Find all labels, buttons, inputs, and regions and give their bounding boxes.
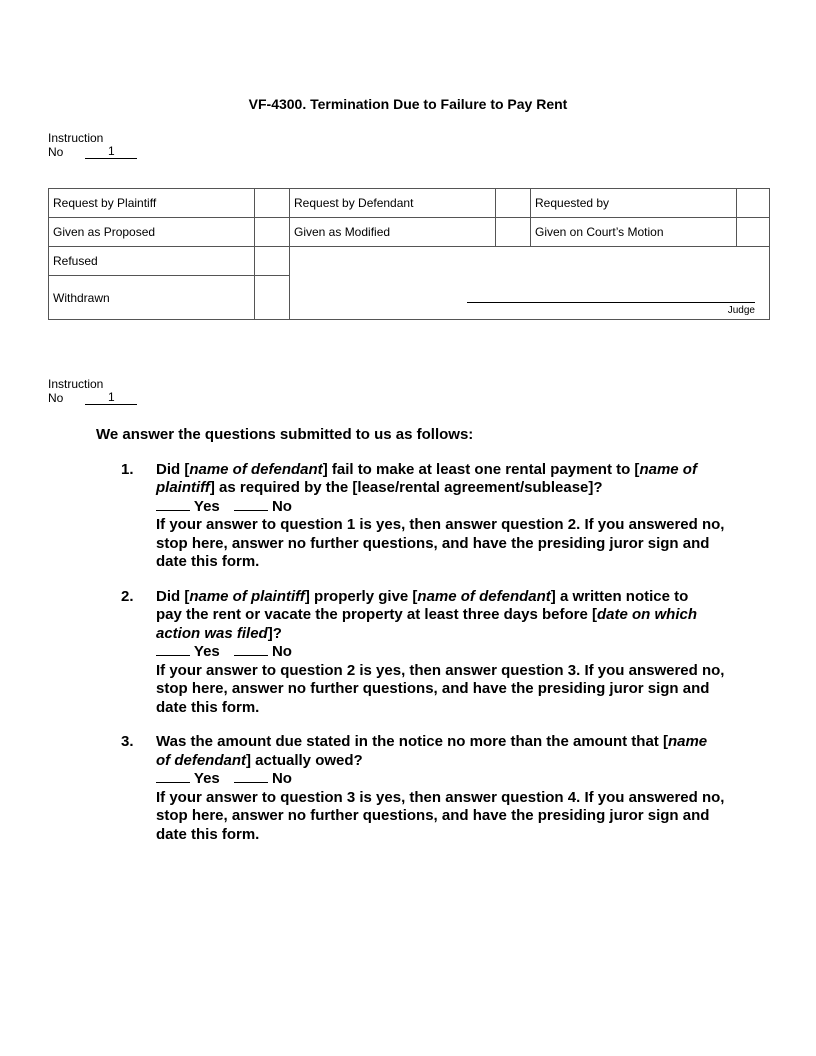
question-2 bbox=[96, 588, 736, 718]
yes-no-answer bbox=[156, 498, 736, 517]
yes-label: Yes bbox=[193, 770, 220, 787]
yes-no-answer bbox=[156, 770, 736, 789]
given-as-modified-checkbox[interactable] bbox=[496, 218, 531, 247]
judge-signature-line[interactable] bbox=[467, 302, 755, 303]
question-text: Was the amount due stated in the notice no more than the amount that [name of defendant] actually owed? bbox=[156, 733, 708, 769]
form-title: VF-4300. Termination Due to Failure to Pay Rent bbox=[248, 96, 568, 112]
requested-by-checkbox[interactable] bbox=[737, 189, 770, 218]
instruction-no-label: No bbox=[48, 391, 64, 405]
withdrawn-label: Withdrawn bbox=[49, 276, 255, 320]
refused-checkbox[interactable] bbox=[255, 247, 290, 276]
question-text: Did [name of plaintiff] properly give [name of defendant] a written notice to pay the rent or vacate the property at least three days before [date on which action was filed]? bbox=[156, 587, 697, 642]
question-instruction: If your answer to question 3 is yes, then answer question 4. If you answered no, stop here, answer no further questions, and have the presiding juror sign and date this form. bbox=[156, 788, 725, 843]
yes-label: Yes bbox=[193, 643, 220, 660]
yes-blank[interactable] bbox=[156, 643, 190, 656]
given-as-proposed-checkbox[interactable] bbox=[255, 218, 290, 247]
request-by-plaintiff-label: Request by Plaintiff bbox=[49, 189, 255, 218]
yes-blank[interactable] bbox=[156, 770, 190, 783]
question-number: 1. bbox=[121, 460, 134, 478]
given-as-modified-label: Given as Modified bbox=[290, 218, 496, 247]
instruction-label: Instruction bbox=[48, 131, 104, 145]
given-on-courts-motion-label: Given on Court’s Motion bbox=[531, 218, 737, 247]
yes-blank[interactable] bbox=[156, 498, 190, 511]
request-by-defendant-checkbox[interactable] bbox=[496, 189, 531, 218]
question-number: 3. bbox=[121, 733, 134, 750]
intro-text: We answer the questions submitted to us as follows: bbox=[96, 426, 474, 443]
yes-no-answer bbox=[156, 643, 736, 662]
requested-by-label: Requested by bbox=[531, 189, 737, 218]
judge-label: Judge bbox=[727, 305, 755, 316]
question-instruction: If your answer to question 2 is yes, then answer question 3. If you answered no, stop here, answer no further questions, and have the presiding juror sign and date this form. bbox=[156, 661, 725, 716]
question-instruction: If your answer to question 1 is yes, then answer question 2. If you answered no, stop here, answer no further questions, and have the presiding juror sign and date this form. bbox=[156, 516, 725, 570]
instruction-status-table bbox=[48, 188, 770, 320]
request-by-plaintiff-checkbox[interactable] bbox=[255, 189, 290, 218]
instruction-number-block bbox=[48, 377, 137, 405]
instruction-no-label: No bbox=[48, 145, 64, 159]
given-as-proposed-label: Given as Proposed bbox=[49, 218, 255, 247]
no-label: No bbox=[271, 643, 292, 660]
question-3 bbox=[96, 733, 736, 844]
request-by-defendant-label: Request by Defendant bbox=[290, 189, 496, 218]
no-blank[interactable] bbox=[234, 643, 268, 656]
given-on-courts-motion-checkbox[interactable] bbox=[737, 218, 770, 247]
verdict-form-body bbox=[96, 426, 736, 860]
no-label: No bbox=[271, 497, 292, 515]
instruction-number-block bbox=[48, 131, 137, 159]
refused-label: Refused bbox=[49, 247, 255, 276]
judge-signature-area[interactable] bbox=[290, 247, 770, 320]
no-blank[interactable] bbox=[234, 498, 268, 511]
question-text: Did [name of defendant] fail to make at least one rental payment to [name of plaintiff] as required by the [lease/rental agreement/sublease]? bbox=[156, 460, 697, 496]
no-label: No bbox=[271, 770, 292, 787]
instruction-no-value: 1 bbox=[85, 391, 137, 405]
instruction-no-value: 1 bbox=[85, 145, 137, 159]
question-1 bbox=[96, 461, 736, 572]
yes-label: Yes bbox=[193, 497, 220, 515]
no-blank[interactable] bbox=[234, 770, 268, 783]
withdrawn-checkbox[interactable] bbox=[255, 276, 290, 320]
question-number: 2. bbox=[121, 587, 134, 605]
instruction-label: Instruction bbox=[48, 377, 104, 391]
